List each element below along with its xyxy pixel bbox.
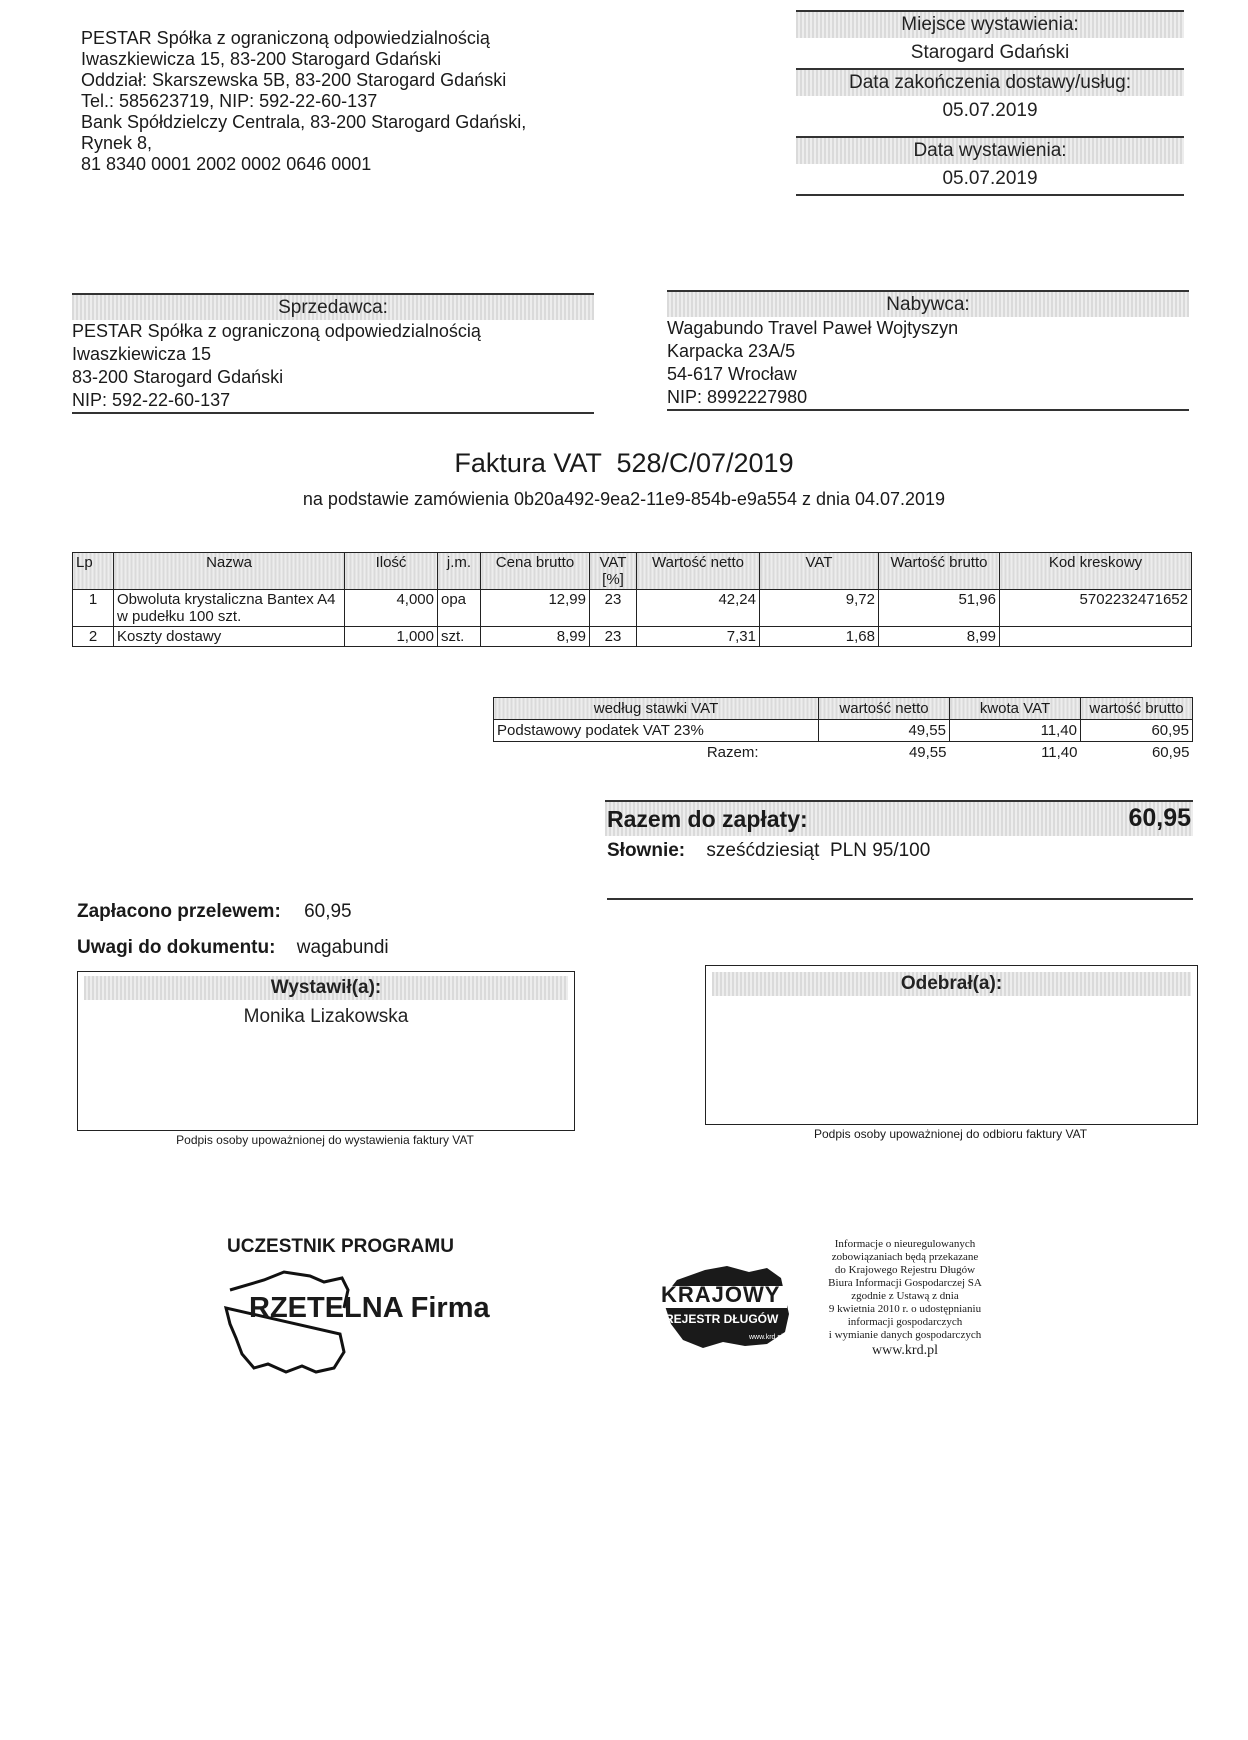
invoice-title: Faktura VAT 528/C/07/2019	[454, 448, 794, 478]
seller-label: Sprzedawca:	[72, 293, 594, 320]
vat-cell-gross: 60,95	[1081, 720, 1193, 742]
krd-info-line: 9 kwietnia 2010 r. o udostępnianiu	[828, 1303, 982, 1315]
krd-logo	[657, 1262, 797, 1352]
delivery-date-label: Data zakończenia dostawy/usług:	[796, 68, 1184, 96]
vat-total-gross: 60,95	[1151, 744, 1190, 761]
seller-line: Iwaszkiewicza 15	[72, 344, 212, 364]
seller-line: PESTAR Spółka z ograniczoną odpowiedzialnością	[72, 321, 481, 341]
buyer-line: Karpacka 23A/5	[667, 341, 796, 361]
col-name: Nazwa	[114, 553, 345, 590]
col-unit: j.m.	[438, 553, 481, 590]
received-by-box	[705, 965, 1198, 1125]
col-net-value: Wartość netto	[637, 553, 760, 590]
vat-total-label: Razem:	[706, 744, 759, 761]
vat-col-net: wartość netto	[819, 698, 950, 720]
krd-info-line: zobowiązaniach będą przekazane	[831, 1251, 979, 1263]
buyer-line: Wagabundo Travel Paweł Wojtyszyn	[667, 318, 959, 338]
buyer-section	[667, 290, 1189, 411]
col-qty: Ilość	[345, 553, 438, 590]
cell-gross-value: 8,99	[879, 627, 1000, 647]
total-to-pay-value: 60,95	[1128, 804, 1191, 832]
vat-col-amount: kwota VAT	[950, 698, 1081, 720]
vat-total-net: 49,55	[908, 744, 947, 761]
total-to-pay	[605, 800, 1193, 836]
cell-gross-value: 51,96	[879, 590, 1000, 627]
krd-info-line: Informacje o nieuregulowanych	[834, 1238, 976, 1250]
cell-unit: opa	[438, 590, 481, 627]
issued-by-caption: Podpis osoby upoważnionej do wystawienia faktury VAT	[176, 1133, 474, 1147]
issue-date-label: Data wystawienia:	[796, 136, 1184, 164]
cell-gross-price: 8,99	[481, 627, 590, 647]
seller-header-line: Rynek 8,	[81, 133, 153, 153]
table-row	[73, 590, 1192, 627]
cell-barcode: 5702232471652	[1000, 590, 1192, 627]
items-table	[72, 552, 1192, 647]
issued-by-label: Wystawił(a):	[84, 976, 568, 1000]
in-words-value: sześćdziesiąt PLN 95/100	[706, 840, 931, 861]
col-gross-price: Cena brutto	[481, 553, 590, 590]
vat-cell-net: 49,55	[819, 720, 950, 742]
vat-total-amount: 11,40	[1041, 744, 1078, 761]
cell-lp: 2	[73, 627, 114, 647]
buyer-line: NIP: 8992227980	[667, 386, 1189, 411]
seller-line: 83-200 Starogard Gdański	[72, 367, 284, 387]
col-vat-rate: VAT [%]	[590, 553, 637, 590]
seller-header-line: Oddział: Skarszewska 5B, 83-200 Starogard Gdański	[81, 70, 507, 90]
krd-website: www.krd.pl	[872, 1343, 938, 1358]
paid-label: Zapłacono przelewem:	[77, 901, 281, 922]
seller-header-line: Bank Spółdzielczy Centrala, 83-200 Starogard Gdański,	[81, 112, 527, 132]
invoice-subtitle: na podstawie zamówienia 0b20a492-9ea2-11e9-854b-e9a554 z dnia 04.07.2019	[302, 489, 946, 509]
krd-logo-url: www.krd.pl	[749, 1334, 783, 1341]
place-label: Miejsce wystawienia:	[796, 10, 1184, 38]
krd-logo-top: KRAJOWY	[661, 1282, 781, 1307]
seller-header-line: Tel.: 585623719, NIP: 592-22-60-137	[81, 91, 378, 111]
amount-in-words	[607, 840, 930, 862]
cell-qty: 1,000	[345, 627, 438, 647]
cell-vat: 1,68	[760, 627, 879, 647]
krd-logo-bottom: REJESTR DŁUGÓW	[665, 1312, 779, 1326]
col-lp: Lp	[73, 553, 114, 590]
krd-info-line: informacji gospodarczych	[847, 1316, 963, 1328]
in-words-label: Słownie:	[607, 840, 686, 861]
items-header-row	[73, 553, 1192, 590]
cell-qty: 4,000	[345, 590, 438, 627]
vat-header-row	[494, 698, 1193, 720]
cell-vat-rate: 23	[590, 627, 637, 647]
krd-info-line: do Krajowego Rejestru Długów	[834, 1264, 976, 1276]
vat-col-rate: według stawki VAT	[494, 698, 819, 720]
krd-info-line: Biura Informacji Gospodarczej SA	[828, 1277, 982, 1289]
cell-gross-price: 12,99	[481, 590, 590, 627]
seller-line: NIP: 592-22-60-137	[72, 389, 594, 414]
cell-lp: 1	[73, 590, 114, 627]
seller-header-line: 81 8340 0001 2002 0002 0646 0001	[81, 154, 372, 174]
seller-header	[81, 28, 526, 175]
vat-col-gross: wartość brutto	[1081, 698, 1193, 720]
cell-net-value: 42,24	[637, 590, 760, 627]
col-vat: VAT	[760, 553, 879, 590]
table-row	[494, 720, 1193, 742]
krd-info-line: i wymianie danych gospodarczych	[828, 1329, 982, 1341]
buyer-label: Nabywca:	[667, 290, 1189, 317]
document-notes	[77, 937, 389, 959]
seller-header-line: Iwaszkiewicza 15, 83-200 Starogard Gdański	[81, 49, 442, 69]
vat-summary-table	[493, 697, 1193, 763]
place-value: Starogard Gdański	[910, 42, 1070, 63]
vat-cell-rate: Podstawowy podatek VAT 23%	[494, 720, 819, 742]
cell-barcode	[1000, 627, 1192, 647]
delivery-date-value: 05.07.2019	[942, 100, 1038, 121]
rzetelna-firma-logo	[224, 1268, 494, 1376]
issued-by-box	[77, 971, 575, 1131]
table-row	[73, 627, 1192, 647]
cell-name: Obwoluta krystaliczna Bantex A4 w pudełku 100 szt.	[114, 590, 345, 627]
seller-header-line: PESTAR Spółka z ograniczoną odpowiedzialnością	[81, 28, 490, 48]
vat-total-row	[494, 742, 1193, 764]
total-to-pay-label: Razem do zapłaty:	[607, 806, 808, 832]
col-gross-value: Wartość brutto	[879, 553, 1000, 590]
cell-vat-rate: 23	[590, 590, 637, 627]
total-underline	[607, 898, 1193, 900]
issued-by-name: Monika Lizakowska	[243, 1006, 409, 1027]
vat-cell-amount: 11,40	[950, 720, 1081, 742]
cell-name: Koszty dostawy	[114, 627, 345, 647]
paid-by-transfer	[77, 901, 352, 923]
krd-info	[800, 1238, 1010, 1357]
notes-label: Uwagi do dokumentu:	[77, 937, 276, 958]
seller-section	[72, 293, 594, 414]
received-by-label: Odebrał(a):	[712, 972, 1191, 996]
rzetelna-logo-text: RZETELNA Firma	[249, 1292, 490, 1324]
paid-value: 60,95	[304, 901, 352, 922]
cell-net-value: 7,31	[637, 627, 760, 647]
krd-info-line: zgodnie z Ustawą z dnia	[851, 1290, 959, 1302]
received-by-caption: Podpis osoby upoważnionej do odbioru faktury VAT	[813, 1127, 1088, 1141]
col-barcode: Kod kreskowy	[1000, 553, 1192, 590]
cell-vat: 9,72	[760, 590, 879, 627]
program-participant-heading: UCZESTNIK PROGRAMU	[227, 1236, 454, 1257]
notes-value: wagabundi	[296, 937, 389, 958]
invoice-meta	[796, 10, 1184, 196]
issue-date-value: 05.07.2019	[796, 164, 1184, 196]
buyer-line: 54-617 Wrocław	[667, 364, 797, 384]
cell-unit: szt.	[438, 627, 481, 647]
